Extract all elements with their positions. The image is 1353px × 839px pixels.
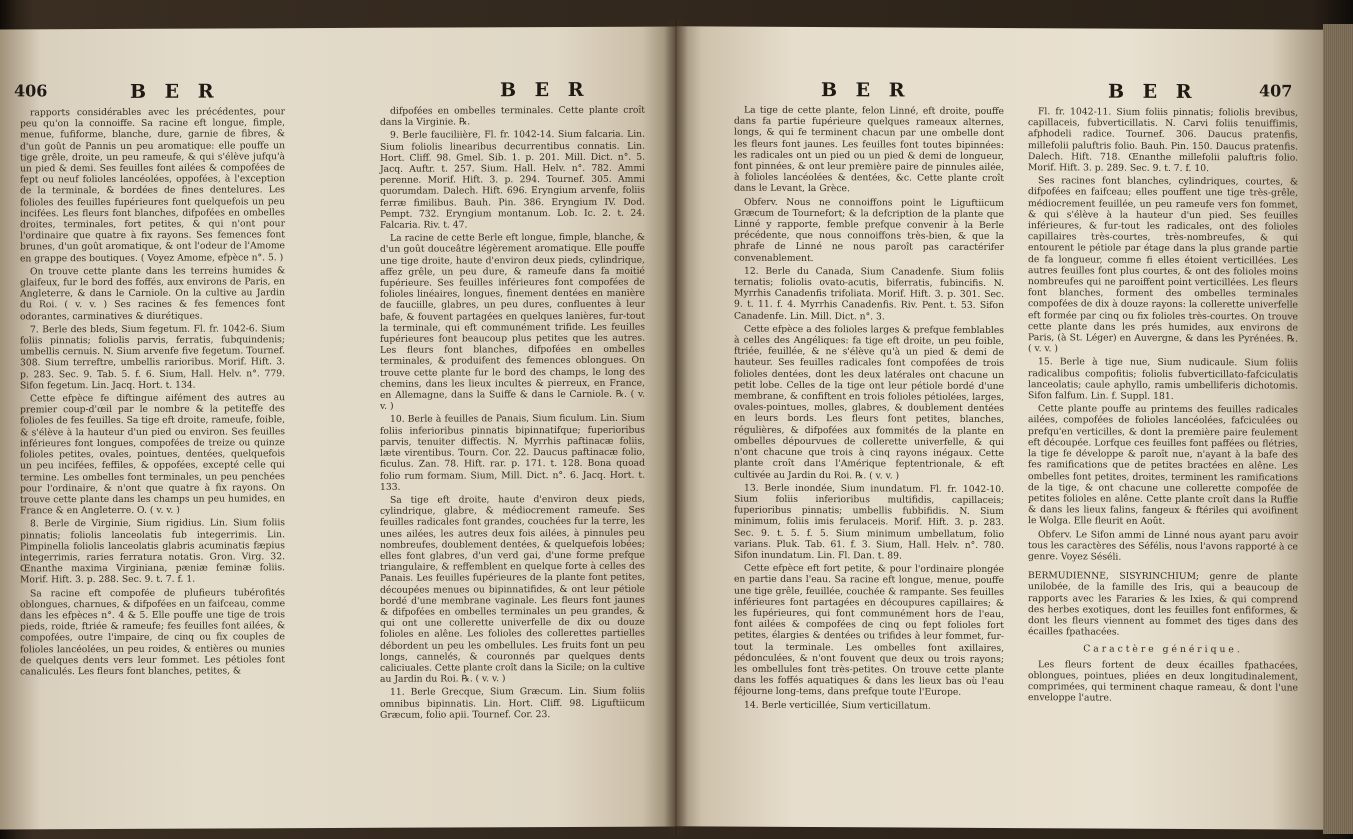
left-page xyxy=(0,27,676,830)
paragraph: 12. Berle du Canada, Sium Canadenfe. Sium foliis ternatis; foliolis ovato-acutis, biferratis, fubincifis. N. Myrrhis Canadenfis trifoliata. Morif. Hift. 3. p. 301. Sec. 9. t. 11. f. 4. Myrrhis Canadenfis. Riv. Pent. t. 53. Sifon Canadenfe. Lin. Mill. Dict. n°. 3. xyxy=(734,265,1004,323)
paragraph: Cette efpèce eft fort petite, & pour l'ordinaire plongée en partie dans l'eau. Sa racine eft longue, menue, pouffe une tige grêle, feuillée, couchée & rampante. Ses feuilles inférieures font partagées en découpures capillaires; & les fupérieures, qui font communément hors de l'eau, font ailées & compofées de cinq ou fept folioles fort petites, élargies & dentées ou trifides à leur fommet, fur-tout la terminale. Les ombelles font axillaires, pédonculées, & n'ont fouvent que deux ou trois rayons; les ombellules font très-petites. On trouve cette plante dans les foffés aquatiques & dans les lieux bas où l'eau féjourne long-tems, dans prefque toute l'Europe. xyxy=(734,562,1004,699)
right-header-1: B E R xyxy=(821,79,911,102)
paragraph: Les fleurs fortent de deux écailles fpathacées, oblongues, pointues, pliées en deux longitudinalement, comprimées, qui terminent chaque rameau, & dont l'une enveloppe l'autre. xyxy=(1028,658,1298,704)
paragraph: Cette efpèce fe diftingue aifément des autres au premier coup-d'œil par le nombre & la petiteffe des folioles de fes feuilles. Sa tige eft droite, rameufe, foible, & s'élève à la hauteur d'un pied ou environ. Ses feuilles inférieures font longues, compofées de treize ou quinze folioles petites, ovales, pointues, dentées, quelquefois un peu incifées, feffiles, & oppofées, excepté celle qui termine. Les ombelles font terminales, un peu penchées pour l'ordinaire, & n'ont que quatre à fix rayons. On trouve cette plante dans les champs un peu humides, en France & en Angleterre. O. ( v. v. ) xyxy=(20,392,286,517)
paragraph: difpofées en ombelles terminales. Cette plante croît dans la Virginie. ℞. xyxy=(380,104,645,129)
paragraph: 8. Berle de Virginie, Sium rigidius. Lin. Sium foliis pinnatis; foliolis lanceolatis fub integerrimis. Lin. Pimpinella foliolis lanceolatis glabris acuminatis fæpius integerrimis, raries ferratura notatis. Gron. Virg. 32. Œnanthe maxima Virginiana, pæniæ feminæ foliis. Morif. Hift. 3. p. 288. Sec. 9. t. 7. f. 1. xyxy=(20,517,285,586)
paragraph: 9. Berle fauciliière, Fl. fr. 1042-14. Sium falcaria. Lin. Sium foliolis linearibus decurrentibus connatis. Lin. Hort. Cliff. 98. Gmel. Sib. 1. p. 201. Mill. Dict. n°. 5. Jacq. Auftr. t. 257. Sium. Hall. Helv. n°. 782. Ammi perenne. Morif. Hift. 3. p. 294. Tournef. 305. Ammi quorumdam. Dalech. Hift. 696. Eryngium arvenfe, foliis ferræ fimilibus. Bauh. Pin. 386. Eryngium IV. Dod. Pempt. 732. Eryngium montanum. Lob. Ic. 2. t. 24. Falcaria. Riv. t. 47. xyxy=(380,129,645,231)
right-page-number: 407 xyxy=(1259,81,1293,101)
paragraph: Cette efpèce a des folioles larges & prefque femblables à celles des Angéliques: fa tige eft droite, un peu foible, ftriée, feuillée, & ne s'élève qu'à un pied & demi de hauteur. Ses feuilles radicales font compofées de trois folioles dentées, dont les deux latérales ont chacune un petit lobe. Celles de la tige ont leur pétiole bordé d'une membrane, & confiftent en trois folioles pétiolées, larges, ovales-pointues, molles, glabres, & doublement dentées en leurs bords. Les fleurs font petites, blanches, régulières, & difpofées aux fommités de la plante en ombelles dépourvues de collerette univerfelle, & qui n'ont chacune que trois à cinq rayons inégaux. Cette plante croît dans l'Amérique feptentrionale, & eft cultivée au Jardin du Roi. ℞. ( v. v. ) xyxy=(734,323,1004,481)
page-edges xyxy=(1323,24,1353,834)
section-heading: Caractère générique. xyxy=(1083,643,1243,656)
paragraph: Fl. fr. 1042-11. Sium foliis pinnatis; foliolis brevibus, capillaceis, fubverticillatis. N. Carvi foliis tenuiffimis, afphodeli radice. Tournef. 306. Daucus pratenfis, millefolii paluftris folio. Bauh. Pin. 150. Daucus pratenfis. Dalech. Hift. 718. Œnanthe millefolii paluftris folio. Morif. Hift. 3. p. 289. Sec. 9. t. 7. f. 10. xyxy=(1028,106,1298,175)
paragraph: Ses racines font blanches, cylindriques, courtes, & difpofées en faifceau; elles pouffent une tige très-grêle, médiocrement feuillée, un peu rameufe vers fon fommet, & qui s'élève à la hauteur d'un pied. Ses feuilles inférieures, & fur-tout les radicales, ont des folioles capillaires très-courtes, très-nombreufes, & qui entourent le pétiole par étage dans la plus grande partie de fa longueur, comme fi elles étoient verticillées. Les autres feuilles font plus courtes, & ont des folioles moins nombreufes qui ne paroiffent point verticillées. Les fleurs font blanches, forment des ombelles terminales compofées de dix à douze rayons: la collerette univerfelle eft formée par cinq ou fix folioles très-courtes. On trouve cette plante dans les prés humides, aux environs de Paris, (à St. Léger) en Auvergne, & dans les Pyrénées. ℞. ( v. v. ) xyxy=(1028,175,1298,355)
right-page xyxy=(676,26,1324,829)
left-column-2 xyxy=(380,105,645,723)
paragraph: 13. Berle inondée, Sium inundatum. Fl. fr. 1042-10. Sium foliis inferioribus multifidis, capillaceis; fuperioribus pinnatis; umbellis fubbifidis. N. Sium minimum, foliis imis ferulaceis. Morif. Hift. 3. p. 283. Sec. 9. t. 5. f. 5. Sium minimum umbellatum, folio varians. Pluk. Tab. 61. f. 3. Sium, Hall. Helv. n°. 780. Sifon inundatum. Lin. Fl. Dan. t. 89. xyxy=(734,482,1004,562)
paragraph: Cette plante pouffe au printems des feuilles radicales ailées, compofées de folioles lancéolées, fafciculées ou prefqu'en verticilles, & dont la première paire feulement eft découpée. Lorfque ces feuilles font paffées ou flétries, la tige fe développe & paroît nue, n'ayant à la bafe des fes ramifications que de petites bractées en alêne. Les ombelles font petites, droites, terminent les ramifications de la tige, & ont chacune une collerette compofée de petites folioles en alêne. Cette plante croît dans la Ruffie & dans les lieux falins, fangeux & ftériles qui avoifinent le Wolga. Elle fleurit en Août. xyxy=(1028,403,1298,528)
right-header-2: B E R xyxy=(1108,80,1198,104)
left-column-1 xyxy=(20,106,285,679)
paragraph: rapports considérables avec les précédentes, pour peu qu'on la connoiffe. Sa racine eft longue, fimple, menue, fufiforme, blanche, dure, garnie de fibres, & d'un goût de Pannis un peu aromatique: elle pouffe un tige grêle, droite, un peu rameufe, & qui s'élève jufqu'à un pied & demi. Ses feuilles font ailées & compofées de fept ou neuf folioles lancéolées, oppofées, à l'exception de la terminale, & bordées de fines dentelures. Les folioles des feuilles fupérieures font quelquefois un peu incifées. Les fleurs font blanches, difpofées en ombelles droites, terminales, fort petites, & qui n'ont pour l'ordinaire que quatre à fix rayons. Ses femences font brunes, d'un goût aromatique, & ont l'odeur de l'Amome en grappe des boutiques. ( Voyez Amome, efpèce n°. 5. ) xyxy=(20,106,285,265)
paragraph: On trouve cette plante dans les terreins humides & glaifeux, fur le bord des foffés, aux environs de Paris, en Angleterre, & dans le Carniole. On la cultive au Jardin du Roi. ( v. v. ) Ses racines & fes femences font odorantes, carminatives & diurétiques. xyxy=(20,265,285,323)
paragraph: Obferv. Nous ne connoiffons point le Liguftiicum Græcum de Tournefort; & la defcription de la plante que Linné y rapporte, femble prefque convenir à la Berle précédente, que nous connoiffons très-bien, & que la phrafe de Linné ne nous paroît pas caractérifer convenablement. xyxy=(734,196,1004,264)
paragraph: Sa racine eft compofée de plufieurs tubérofités oblongues, charnues, & difpofées en un faifceau, comme dans les efpèces n°. 4 & 5. Elle pouffe une tige de trois pieds, roide, ftriée & rameufe; fes feuilles font ailées, & compofées, outre l'impaire, de cinq ou fix couples de folioles lancéolées, un peu roides, & entières ou munies de quelques dents vers leur fommet. Les pétioles font canaliculés. Les fleurs font blanches, petites, & xyxy=(20,586,285,678)
paragraph: Sa tige eft droite, haute d'environ deux pieds, cylindrique, glabre, & médiocrement rameufe. Ses feuilles radicales font grandes, couchées fur la terre, les unes ailées, les autres deux fois ailées, à pinnules peu nombreufes, doublement dentées, & quelquefois lobées; elles font glabres, d'un verd gai, d'une forme prefque triangulaire, & reffemblent en quelque forte à celles des Panais. Les feuilles fupérieures de la plante font petites, découpées menues ou bipinnatifides, & ont leur pétiole bordé d'une membrane vaginale. Les fleurs font jaunes & difpofées en ombelles terminales un peu grandes, & qui ont une collerette univerfelle de dix ou douze folioles en alêne. Les folioles des collerettes partielles débordent un peu les ombellules. Les fruits font un peu longs, cannelés, & couronnés par quelques dents caliciuales. Cette plante croît dans la Sicile; on la cultive au Jardin du Roi. ℞. ( v. v. ) xyxy=(380,493,645,685)
paragraph: 11. Berle Grecque, Sium Græcum. Lin. Sium foliis omnibus bipinnatis. Lin. Hort. Cliff. 98. Liguftiicum Græcum, folio apii. Tournef. Cor. 23. xyxy=(380,686,645,721)
left-header-2: B E R xyxy=(500,78,590,102)
left-header-1: B E R xyxy=(130,80,220,103)
paragraph: 10. Berle à feuilles de Panais, Sium ficulum. Lin. Sium foliis inferioribus pinnatis bipinnatifque; fuperioribus parvis, tenuiter diffectis. N. Myrrhis paftinacæ foliis, læte virentibus. Tourn. Cor. 22. Daucus paftinacæ folio, ficulus. Zan. 78. Hift. rar. p. 171. t. 128. Bona quoad folio rum formam. Sium, Mill. Dict. n°. 6. Jacq. Hort. t. 133. xyxy=(380,413,645,493)
paragraph: 14. Berle verticillée, Sium verticillatum. xyxy=(744,699,931,712)
paragraph: 7. Berle des bleds, Sium fegetum. Fl. fr. 1042-6. Sium foliis pinnatis; foliolis parvis, ferratis, fubquindenis; umbellis cernuis. N. Sium arvenfe five fegetum. Tournef. 308. Sium terreftre, umbellis rarioribus. Morif. Hift. 3. p. 283. Sec. 9. Tab. 5. f. 6. Sium, Hall. Helv. n°. 779. Sifon fegetum. Lin. Jacq. Hort. t. 134. xyxy=(20,323,285,392)
paragraph: Obferv. Le Sifon ammi de Linné nous ayant paru avoir tous les caractères des Séfélis, nous l'avons rapporté à ce genre. Voyez Séséli. xyxy=(1028,528,1298,563)
paragraph: 15. Berle à tige nue, Sium nudicaule. Sium foliis radicalibus compofitis; foliolis fubverticillato-fafciculatis lanceolatis; caule aphyllo, ramis umbelliferis dichotomis. Sifon falfum. Lin. f. Suppl. 181. xyxy=(1028,356,1298,402)
book-gutter xyxy=(664,20,688,835)
paragraph: La tige de cette plante, felon Linné, eft droite, pouffe dans fa partie fupérieure quelques rameaux alternes, longs, & qui fe terminent chacun par une ombelle dont les fleurs font jaunes. Les feuilles font toutes bipinnées: les radicales ont un pied ou un pied & demi de longueur, font pinnées, & ont leur première paire de pinnules ailée, à folioles lancéolées & dentées, &c. Cette plante croît dans le Levant, la Grèce. xyxy=(734,104,1004,195)
paragraph: La racine de cette Berle eft longue, fimple, blanche, & d'un goût douceâtre légèrement aromatique. Elle pouffe une tige droite, haute d'environ deux pieds, cylindrique, affez grêle, un peu dure, & rameufe dans fa moitié fupérieure. Ses feuilles inférieures font compofées de folioles linéaires, longues, finement dentées en manière de fauciille, glabres, un peu dures, confluentes à leur bafe, & fouvent partagées en quelques lanières, fur-tout la terminale, qui eft communément trifide. Les feuilles fupérieures font beaucoup plus petites que les autres. Les fleurs font blanches, difpofées en ombelles terminales, & produifent des femences oblongues. On trouve cette plante fur le bord des champs, le long des chemins, dans les lieux incultes & pierreux, en France, en Allemagne, dans la Suiffe & dans le Carniole. ℞. ( v. v. ) xyxy=(380,231,645,413)
genus-entry-bermudienne: BERMUDIENNE, SISYRINCHIUM; genre de plante unilobée, de la famille des Iris, qui a beaucoup de rapports avec les Fararies & les Ixies, & qui comprend des herbes exotiques, dont les feuilles font enfiformes, & dont les fleurs viennent au fommet des tiges dans des écailles fpathacées. xyxy=(1028,570,1298,638)
right-column-2 xyxy=(1028,106,1298,707)
left-page-number: 406 xyxy=(14,81,48,101)
right-column-1 xyxy=(734,105,1004,714)
